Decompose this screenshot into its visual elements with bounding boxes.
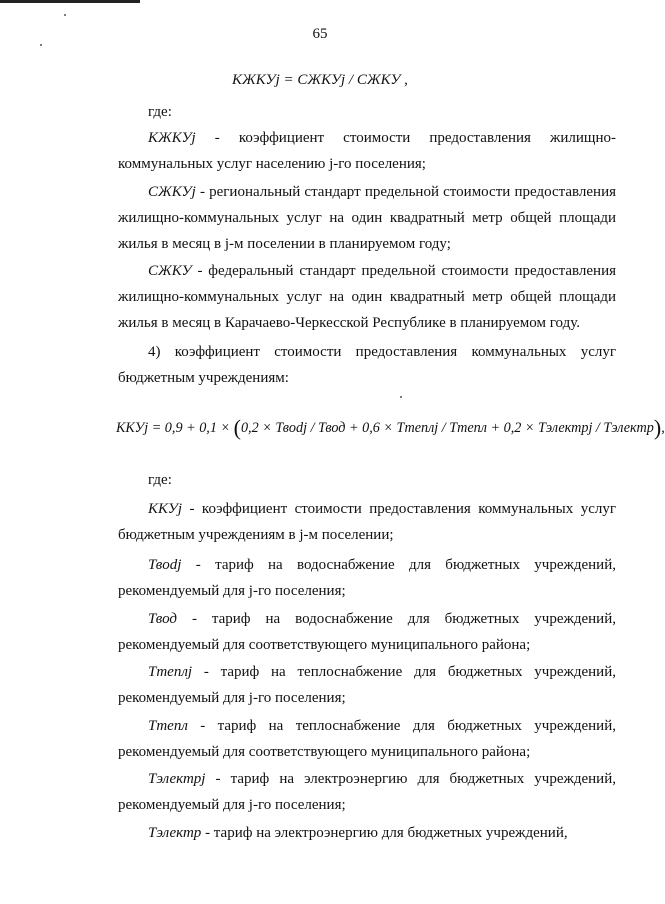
where-label: где: (148, 472, 172, 488)
variable-name: Тэлектрj (148, 771, 206, 787)
formula-open-paren: ( (233, 415, 241, 440)
definition-text: - тариф на теплоснабжение для бюджетных учреждений, рекомендуемый для j-го поселения; (118, 664, 616, 706)
formula-kkuj (116, 415, 665, 440)
definition-text: - тариф на теплоснабжение для бюджетных учреждений, рекомендуемый для соответствующего муниципального района; (118, 718, 616, 760)
definition-text: - федеральный стандарт предельной стоимости предоставления жилищно-коммунальных услуг на один квадратный метр общей площади жилья в месяц в Карачаево-Черкесской Республике в планируемом году. (118, 263, 616, 331)
scan-speck (64, 14, 66, 16)
variable-name: Ттепл (148, 718, 188, 734)
scan-edge-mark (0, 0, 140, 3)
formula-lhs: ККУj = 0,9 + 0,1 × (116, 420, 234, 436)
formula-body: 0,2 × Твodj / Твод + 0,6 × Ттеплj / Ттепл + 0,2 × Тэлектрj / Тэлектр (240, 420, 654, 436)
where-label: где: (148, 104, 172, 120)
variable-name: Твodj (148, 557, 182, 573)
definition-kkuj (118, 496, 616, 548)
formula-end: , (661, 420, 665, 436)
definition-text: - тариф на электроэнергию для бюджетных учреждений, рекомендуемый для j-го поселения; (118, 771, 616, 813)
variable-name: Тэлектр (148, 825, 202, 841)
variable-name: СЖКУ (148, 263, 192, 279)
definition-text: - региональный стандарт предельной стоимости предоставления жилищно-коммунальных услуг на один квадратный метр общей площади жилья в месяц в j-м поселении в планируемом году; (118, 184, 616, 252)
variable-name: Ттеплj (148, 664, 193, 680)
page-number: 65 (312, 26, 328, 42)
definition-tvod (118, 606, 616, 658)
definition-text: - тариф на электроэнергию для бюджетных учреждений, (201, 825, 568, 841)
formula-close-paren: ) (653, 415, 662, 440)
item-4-heading: 4) коэффициент стоимости предоставления коммунальных услуг бюджетным учреждениям: (118, 344, 616, 386)
variable-name: КЖКУj (148, 130, 196, 146)
definition-kzhkuj (118, 125, 616, 177)
variable-name: ККУj (148, 501, 182, 517)
definition-text: - тариф на водоснабжение для бюджетных учреждений, рекомендуемый для соответствующего муниципального района; (118, 611, 616, 653)
definition-szhkuj (118, 179, 616, 257)
variable-name: Твод (148, 611, 178, 627)
definition-tvodj (118, 552, 616, 604)
scan-speck (400, 396, 402, 398)
definition-ttepl (118, 713, 616, 765)
variable-name: СЖКУj (148, 184, 196, 200)
definition-telektrj (118, 766, 616, 818)
definition-text: - коэффициент стоимости предоставления коммунальных услуг бюджетным учреждениям в j-м поселении; (118, 501, 616, 543)
scan-speck (40, 44, 42, 46)
definition-telektr (118, 820, 616, 846)
definition-szhku (118, 258, 616, 336)
definition-text: - тариф на водоснабжение для бюджетных учреждений, рекомендуемый для j-го поселения; (118, 557, 616, 599)
definition-text: - коэффициент стоимости предоставления жилищно-коммунальных услуг населению j-го поселения; (118, 130, 616, 172)
formula-kzhku: КЖКУj = СЖКУj / СЖКУ , (232, 72, 408, 88)
definition-tteplj (118, 659, 616, 711)
